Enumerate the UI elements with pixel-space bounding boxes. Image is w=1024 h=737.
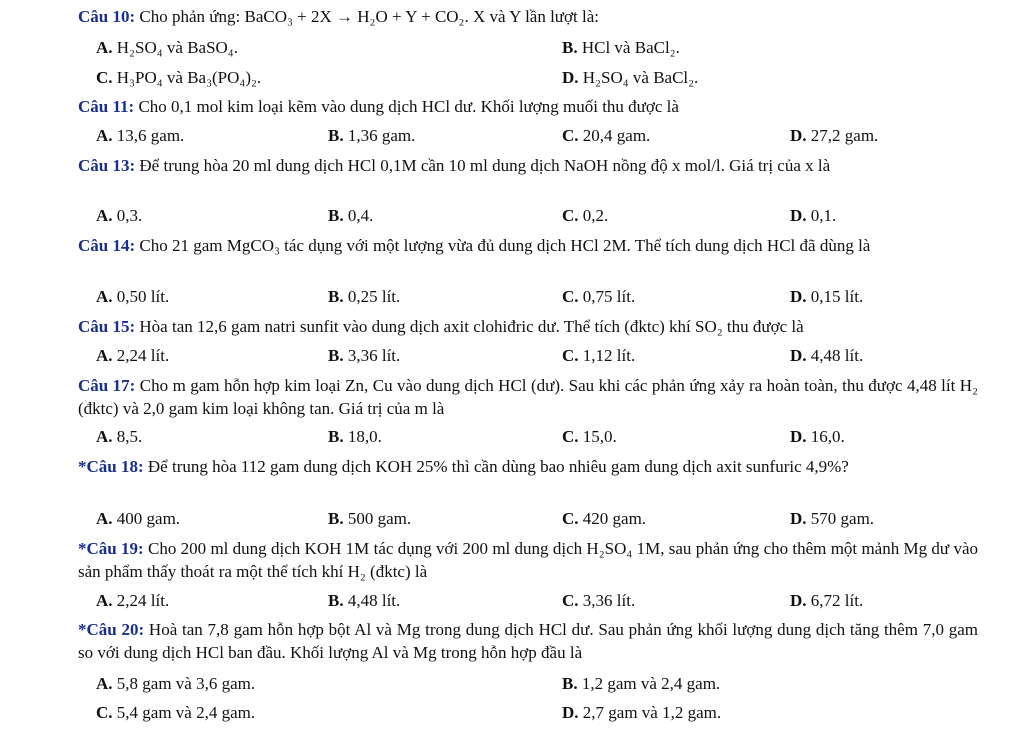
- question-text: Cho m gam hỗn hợp kim loại Zn, Cu vào dung dịch HCl (dư). Sau khi các phản ứng xảy ra hoàn toàn, thu được 4,48 lít H₂ (đktc) và 2,0 gam kim loại không tan. Giá trị của m là: [78, 376, 978, 418]
- option-c[interactable]: C. 15,0.: [562, 427, 617, 446]
- option-c[interactable]: C. 420 gam.: [562, 509, 647, 528]
- option-d[interactable]: D. 0,15 lít.: [790, 287, 864, 306]
- option-a[interactable]: A. 2,24 lít.: [96, 346, 170, 365]
- options-row: [96, 204, 976, 227]
- question-15: [78, 315, 978, 338]
- option-d[interactable]: D. 4,48 lít.: [790, 346, 864, 365]
- option-c[interactable]: C. 20,4 gam.: [562, 126, 651, 145]
- option-c[interactable]: C. 3,36 lít.: [562, 591, 636, 610]
- option-a[interactable]: A. 2,24 lít.: [96, 591, 170, 610]
- question-13: [78, 154, 978, 177]
- question-number: Câu 10:: [78, 7, 136, 26]
- options-row: [96, 507, 976, 530]
- question-10: [78, 5, 978, 28]
- question-number: Câu 13:: [78, 156, 136, 175]
- question-number: Câu 17:: [78, 376, 136, 395]
- options-row: [96, 285, 976, 308]
- option-b[interactable]: B. 3,36 lít.: [328, 346, 401, 365]
- option-a[interactable]: A. 13,6 gam.: [96, 126, 185, 145]
- option-c[interactable]: C. 0,75 lít.: [562, 287, 636, 306]
- option-d[interactable]: D. 16,0.: [790, 427, 845, 446]
- option-b[interactable]: B. 1,2 gam và 2,4 gam.: [562, 674, 721, 693]
- question-19: [78, 537, 978, 583]
- option-c[interactable]: C. 5,4 gam và 2,4 gam.: [96, 703, 256, 722]
- question-number: Câu 11:: [78, 97, 135, 116]
- option-d[interactable]: D. 0,1.: [790, 206, 837, 225]
- option-b[interactable]: B. 4,48 lít.: [328, 591, 401, 610]
- options-row: [96, 589, 976, 612]
- option-d[interactable]: D. 2,7 gam và 1,2 gam.: [562, 703, 722, 722]
- option-c[interactable]: C. H₃PO₄ và Ba₃(PO₄)₂.: [96, 68, 262, 87]
- option-a[interactable]: A. H₂SO₄ và BaSO₄.: [96, 38, 238, 57]
- question-20: [78, 618, 978, 664]
- options-row: [96, 36, 976, 59]
- options-row: [96, 124, 976, 147]
- question-number: Câu 14:: [78, 236, 136, 255]
- question-14: [78, 234, 978, 257]
- star-mark: *: [78, 620, 87, 639]
- options-row: [96, 425, 976, 448]
- option-a[interactable]: A. 400 gam.: [96, 509, 181, 528]
- question-18: [78, 455, 978, 478]
- option-c[interactable]: C. 1,12 lít.: [562, 346, 636, 365]
- option-d[interactable]: D. 6,72 lít.: [790, 591, 864, 610]
- option-a[interactable]: A. 0,3.: [96, 206, 143, 225]
- option-a[interactable]: A. 0,50 lít.: [96, 287, 170, 306]
- question-text: Cho phản ứng: BaCO₃ + 2X → H₂O + Y + CO₂. X và Y lần lượt là:: [135, 7, 599, 26]
- option-a[interactable]: A. 8,5.: [96, 427, 143, 446]
- option-b[interactable]: B. 0,25 lít.: [328, 287, 401, 306]
- question-text: Cho 0,1 mol kim loại kẽm vào dung dịch HCl dư. Khối lượng muối thu được là: [134, 97, 679, 116]
- question-text: Để trung hòa 112 gam dung dịch KOH 25% thì cần dùng bao nhiêu gam dung dịch axit sunfuric 4,9%?: [143, 457, 849, 476]
- option-a[interactable]: A. 5,8 gam và 3,6 gam.: [96, 674, 256, 693]
- option-d[interactable]: D. 570 gam.: [790, 509, 875, 528]
- question-text: Cho 200 ml dung dịch KOH 1M tác dụng với 200 ml dung dịch H₂SO₄ 1M, sau phản ứng cho thêm một mảnh Mg dư vào sản phẩm thấy thoát ra một thể tích khí H₂ (đktc) là: [78, 539, 978, 581]
- option-d[interactable]: D. H₂SO₄ và BaCl₂.: [562, 68, 699, 87]
- options-row: [96, 344, 976, 367]
- question-11: [78, 95, 978, 118]
- option-b[interactable]: B. 18,0.: [328, 427, 382, 446]
- star-mark: *: [78, 539, 87, 558]
- question-17: [78, 374, 978, 420]
- question-number: Câu 19:: [86, 539, 144, 558]
- question-text: Hòa tan 12,6 gam natri sunfit vào dung dịch axit clohiđric dư. Thể tích (đktc) khí SO₂ thu được là: [135, 317, 804, 336]
- question-text: Cho 21 gam MgCO₃ tác dụng với một lượng vừa đủ dung dịch HCl 2M. Thể tích dung dịch HCl đã dùng là: [135, 236, 871, 255]
- option-b[interactable]: B. HCl và BaCl₂.: [562, 38, 680, 57]
- option-b[interactable]: B. 500 gam.: [328, 509, 412, 528]
- option-b[interactable]: B. 0,4.: [328, 206, 374, 225]
- options-row: [96, 672, 976, 695]
- question-number: Câu 15:: [78, 317, 136, 336]
- options-row: [96, 701, 976, 724]
- option-c[interactable]: C. 0,2.: [562, 206, 609, 225]
- question-text: Hoà tan 7,8 gam hỗn hợp bột Al và Mg trong dung dịch HCl dư. Sau phản ứng khối lượng dung dịch tăng thêm 7,0 gam so với dung dịch HCl ban đầu. Khối lượng Al và Mg trong hỗn hợp đầu là: [78, 620, 978, 662]
- option-d[interactable]: D. 27,2 gam.: [790, 126, 879, 145]
- options-row: [96, 66, 976, 89]
- question-number: Câu 18:: [86, 457, 144, 476]
- question-text: Để trung hòa 20 ml dung dịch HCl 0,1M cần 10 ml dung dịch NaOH nồng độ x mol/l. Giá trị của x là: [135, 156, 831, 175]
- star-mark: *: [78, 457, 87, 476]
- option-b[interactable]: B. 1,36 gam.: [328, 126, 416, 145]
- question-number: Câu 20:: [86, 620, 145, 639]
